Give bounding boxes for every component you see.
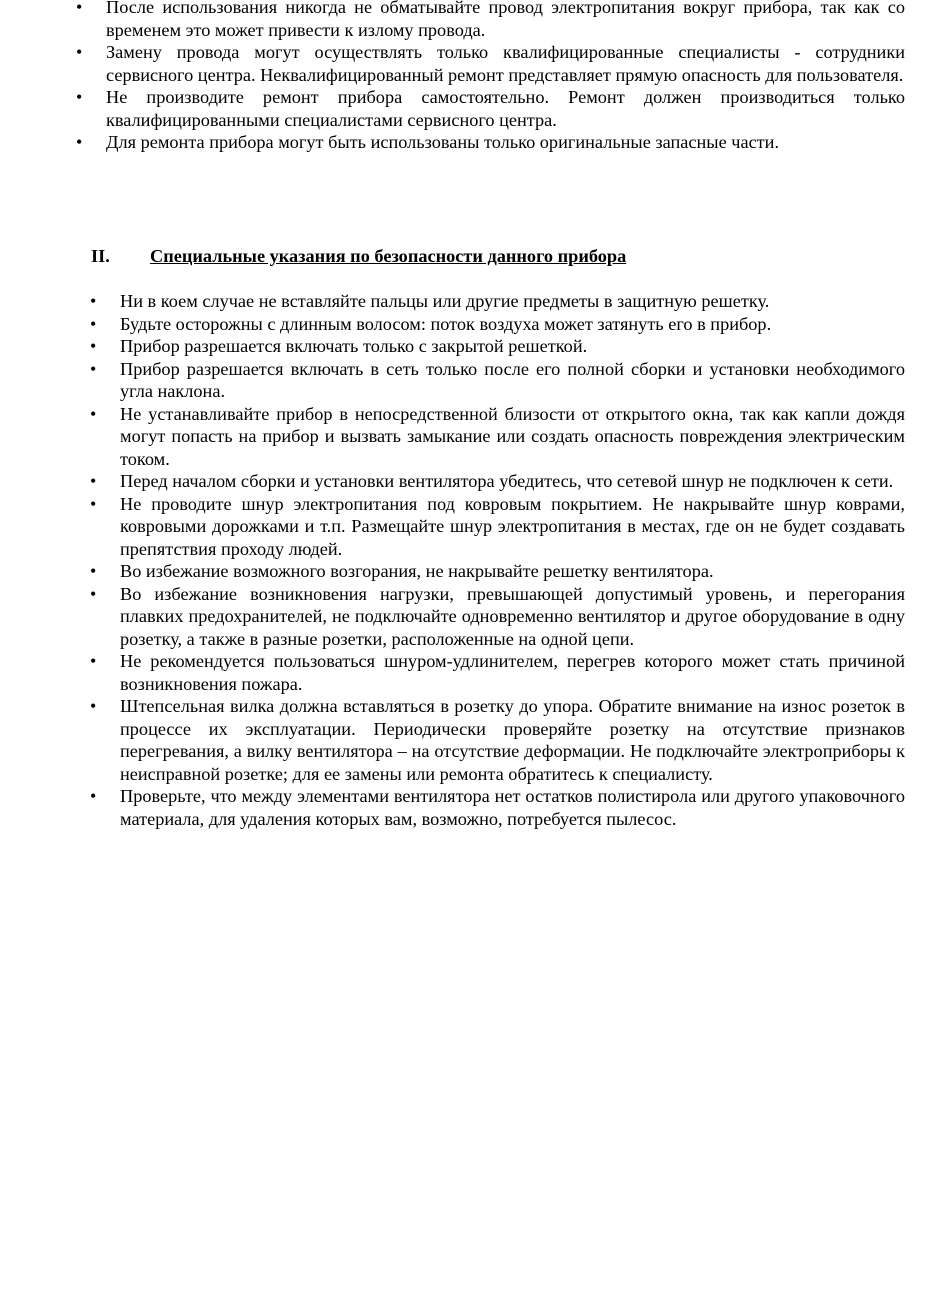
- bullet-icon: •: [90, 358, 97, 379]
- list-item-text: Не рекомендуется пользоваться шнуром-удлинителем, перегрев которого может стать причиной возникновения пожара.: [120, 651, 905, 694]
- list-item-text: Будьте осторожны с длинным волосом: поток воздуха может затянуть его в прибор.: [120, 313, 772, 334]
- list-item-text: Не устанавливайте прибор в непосредственной близости от открытого окна, так как капли дождя могут попасть на прибор и вызвать замыкание или создать опасность повреждения электрическим током.: [120, 403, 905, 469]
- list-item-text: Штепсельная вилка должна вставляться в розетку до упора. Обратите внимание на износ розеток в процессе их эксплуатации. Периодически проверяйте розетку на отсутствие признаков перегревания, а вилку вентилятора – на отсутствие деформации. Не подключайте электроприборы к неисправной розетке; для ее замены или ремонта обратитесь к специалисту.: [120, 696, 905, 784]
- list-item-text: Замену провода могут осуществлять только квалифицированные специалисты - сотрудники сервисного центра. Неквалифицированный ремонт представляет прямую опасность для пользователя.: [106, 42, 905, 85]
- list-item-text: Во избежание возможного возгорания, не накрывайте решетку вентилятора.: [120, 561, 714, 581]
- bullet-icon: •: [90, 313, 97, 334]
- section-number: II.: [91, 246, 110, 266]
- list-item-text: Ни в коем случае не вставляйте пальцы или другие предметы в защитную решетку.: [120, 291, 770, 311]
- list-item: [90, 493, 905, 561]
- list-item: [76, 0, 905, 41]
- list-item-text: Для ремонта прибора могут быть использованы только оригинальные запасные части.: [106, 132, 780, 152]
- list-item: [90, 470, 905, 493]
- bullet-icon: •: [90, 493, 97, 514]
- list-item-text: Не проводите шнур электропитания под ковровым покрытием. Не накрывайте шнур коврами, ковровыми дорожками и т.п. Размещайте шнур электропитания в местах, где он не будет создавать препятствия проходу людей.: [120, 493, 905, 559]
- list-item: [76, 41, 905, 86]
- list-item-text: Перед началом сборки и установки вентилятора убедитесь, что сетевой шнур не подключен к сети.: [120, 471, 894, 491]
- bullet-icon: •: [76, 42, 83, 62]
- bullet-icon: •: [76, 132, 83, 152]
- bullet-icon: •: [76, 0, 83, 17]
- section-title: Специальные указания по безопасности данного прибора: [150, 246, 627, 266]
- bullet-icon: •: [90, 786, 97, 806]
- list-item: [90, 313, 905, 336]
- list-item: [90, 695, 905, 785]
- list-item-text: Проверьте, что между элементами вентилятора нет остатков полистирола или другого упаковочного материала, для удаления которых вам, возможно, потребуется пылесос.: [120, 786, 905, 829]
- list-item: [90, 335, 905, 358]
- list-item: [90, 403, 905, 471]
- list-item: [90, 650, 905, 695]
- list-item: [90, 785, 905, 830]
- list-item: [90, 560, 905, 583]
- list-item-text: Во избежание возникновения нагрузки, превышающей допустимый уровень, и перегорания плавких предохранителей, не подключайте одновременно вентилятор и другое оборудование в одну розетку, а также в разные розетки, расположенные на одной цепи.: [120, 583, 905, 649]
- bullet-icon: •: [90, 336, 97, 356]
- list-item: [76, 131, 905, 154]
- safety-list-continued: [76, 0, 905, 154]
- list-item: [90, 358, 905, 403]
- bullet-icon: •: [90, 583, 97, 604]
- bullet-icon: •: [76, 87, 83, 107]
- bullet-icon: •: [90, 403, 97, 424]
- list-item-text: Прибор разрешается включать только с закрытой решеткой.: [120, 336, 588, 356]
- bullet-icon: •: [90, 291, 97, 311]
- bullet-icon: •: [90, 471, 97, 491]
- list-item-text: После использования никогда не обматывайте провод электропитания вокруг прибора, так как со временем это может привести к излому провода.: [106, 0, 905, 40]
- bullet-icon: •: [90, 696, 97, 716]
- list-item: [90, 583, 905, 651]
- bullet-icon: •: [90, 561, 97, 581]
- list-item: [90, 290, 905, 313]
- bullet-icon: •: [90, 651, 97, 671]
- section-safety-list: [90, 290, 905, 830]
- list-item-text: Прибор разрешается включать в сеть только после его полной сборки и установки необходимого угла наклона.: [120, 358, 905, 401]
- list-item: [76, 86, 905, 131]
- list-item-text: Не производите ремонт прибора самостоятельно. Ремонт должен производиться только квалифицированными специалистами сервисного центра.: [106, 87, 905, 130]
